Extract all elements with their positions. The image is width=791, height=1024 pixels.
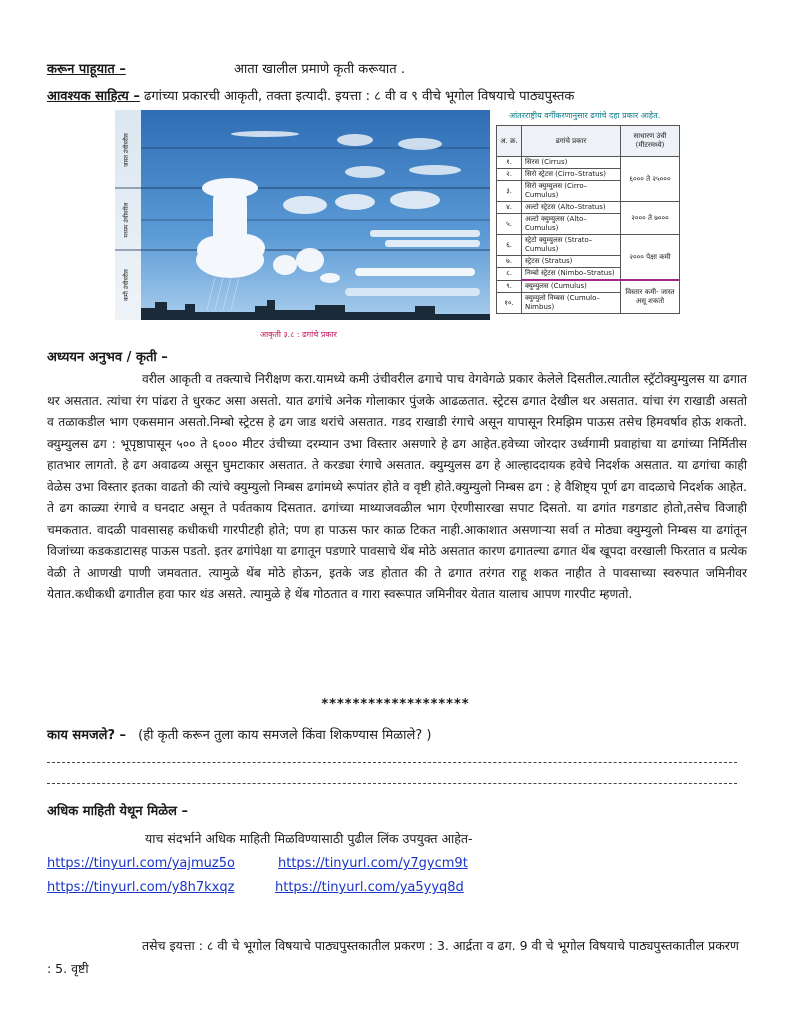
row-number: ९.	[497, 280, 522, 293]
materials-label: आवश्यक साहित्य –	[47, 89, 140, 104]
footer-reference: तसेच इयत्ता : ८ वी चे भूगोल विषयाचे पाठ्यपुस्तकातील प्रकरण : 3. आर्द्रता व ढग. 9 वी चे भूगोल विषयाचे पाठ्यपुस्तकातील प्रकरण : 5. वृष्टी	[47, 938, 739, 976]
row-type: अल्टो क्युम्युलस (Alto–Cumulus)	[522, 214, 621, 235]
more-info-intro: याच संदर्भाने अधिक माहिती मिळविण्यासाठी पुढील लिंक उपयुक्त आहेत-	[145, 831, 473, 846]
resource-link[interactable]: https://tinyurl.com/yajmuz5o	[47, 856, 235, 871]
table-row	[497, 157, 680, 169]
row-height: विस्तार कमी- जास्त असू शकतो	[621, 280, 680, 314]
cloud-types-figure	[115, 110, 490, 320]
row-type: स्ट्रेटो क्युम्युलस (Strato–Cumulus)	[522, 235, 621, 256]
experience-heading: अध्ययन अनुभव / कृती –	[47, 350, 168, 365]
star-divider: *******************	[321, 697, 470, 712]
cloud-types-table	[496, 125, 680, 314]
understood-label: काय समजले? –	[47, 728, 127, 743]
table-row	[497, 280, 680, 293]
row-type: सिरो क्युम्युलस (Cirro–Cumulus)	[522, 181, 621, 202]
row-number: १.	[497, 157, 522, 169]
row-height: २००० पेक्षा कमी	[621, 235, 680, 281]
row-number: ७.	[497, 256, 522, 268]
table-row	[497, 202, 680, 214]
row-type: सिरस (Cirrus)	[522, 157, 621, 169]
table-heading: आंतरराष्ट्रीय वर्गीकरणानुसार ढगांचे दहा प्रकार आहेत.	[509, 111, 661, 120]
table-header-number: अ. क्र.	[497, 126, 522, 157]
row-type: अल्टो स्ट्रेटस (Alto–Stratus)	[522, 202, 621, 214]
row-type: स्ट्रेटस (Stratus)	[522, 256, 621, 268]
row-number: ३.	[497, 181, 522, 202]
resource-link[interactable]: https://tinyurl.com/ya5yyq8d	[275, 880, 464, 895]
row-number: ६.	[497, 235, 522, 256]
do-it-label: करून पाहूयात –	[47, 62, 126, 77]
row-type: निम्बो स्ट्रेटस (Nimbo–Stratus)	[522, 268, 621, 281]
table-header-height: साधारण उंची (मीटरमध्ये)	[621, 126, 680, 157]
experience-paragraph: वरील आकृती व तक्त्याचे निरीक्षण करा.यामध्ये कमी उंचीवरील ढगाचे पाच वेगवेगळे प्रकार केलेले दिसतील.त्यातील स्ट्रॅटोक्युम्युलस या ढगात थर असतात. त्यांचा रंग पांढरा ते धुरकट असा असतो. यात ढगांचे अनेक गोलाकार पुंजके आढळतात. स्ट्रेटस ढगात देखील थर असतात. यांचा रंग राखाडी असतो व तळाकडील भाग एकसमान असतो.निम्बो स्ट्रेटस हे ढग जाड थरांचे असतात. गडद राखाडी रंगाचे असून यापासून रिमझिम पाऊस तसेच हिमवर्षाव होऊ शकतो. क्युम्युलस ढग : भूपृष्ठापासून ५०० ते ६००० मीटर उंचीच्या दरम्यान उभा विस्तार असणारे हे ढग आहेत.हवेच्या जोरदार उर्ध्वगामी प्रवाहांचा या ढगांच्या निर्मितीस हातभार लागतो. हे ढग अवाढव्य असून घुमटाकार असतात. ते करड्या रंगाचे असतात. क्युम्युलस ढग हे आल्हाददायक हवेचे निदर्शक असतात. या ढगांचा काही वेळेस उभा विस्तार इतका वाढतो की त्यांचे क्युम्युलो निम्बस ढगांमध्ये रूपांतर होते व वृष्टी होते.क्युम्युलो निम्बस ढग : हे वैशिष्ट्य पूर्ण ढग वादळाचे निदर्शक आहेत. ते ढग काळ्या रंगाचे व घनदाट असून ते पर्वतकाय दिसतात. ढगांच्या माथ्याजवळील भाग ऐरणीसारखा सपाट दिसतो. या ढगांत गडगडाट होतो,तसेच विजाही चमकतात. वादळी पावसासह कधीकधी गारपीटही होते; पण हा पाऊस फार काळ टिकत नाही.आकाशात असणाऱ्या सर्वा त मोठ्या क्युम्युलो निम्बस या ढगांतून विजांच्या कडकडाटासह पाऊस पडतो. इतर ढगांपेक्षा या ढगातून पडणारे पावसाचे थेंब मोठे असतात कारण ढगातल्या ढगात थेंब खूपदा वरखाली फिरतात व प्रत्येक वेळी ते आणखी पाणी जमवतात. त्यामुळे थेंब मोठे होऊन, इतके जड होतात की ते ढगात तरंगत राहू शकत नाहीत ते पावसाच्या स्वरुपात जमिनीवर येतात.कधीकधी ढगातील हवा फार थंड असते. त्यामुळे हे थेंब गोठतात व गारा स्वरूपात जमिनीवर येतात यालाच आपण गारपीट म्हणतो.	[47, 372, 747, 601]
understood-question: (ही कृती करून तुला काय समजले किंवा शिकण्यास मिळाले? )	[138, 728, 432, 743]
row-type: सिरो स्ट्रेटस (Cirro–Stratus)	[522, 169, 621, 181]
label-low-altitude: कमी उंचीवरील	[123, 269, 130, 301]
do-it-text: आता खालील प्रमाणे कृती करूयात .	[234, 62, 405, 77]
understood-line	[47, 727, 431, 745]
materials-text: ढगांच्या प्रकारची आकृती, तक्ता इत्यादी. इयत्ता : ८ वी व ९ वीचे भूगोल विषयाचे पाठ्यपुस्तक	[144, 89, 575, 104]
row-number: २.	[497, 169, 522, 181]
cloud-figure-svg	[115, 110, 490, 320]
figure-caption: आकृती ३.८ : ढगांचे प्रकार	[260, 330, 337, 339]
row-number: ५.	[497, 214, 522, 235]
table-row	[497, 235, 680, 256]
row-type: क्युम्युलस (Cumulus)	[522, 280, 621, 293]
row-height: २००० ते ७०००	[621, 202, 680, 235]
resource-link[interactable]: https://tinyurl.com/y7gycm9t	[278, 856, 468, 871]
do-it-line	[47, 61, 405, 79]
materials-line	[47, 88, 574, 106]
row-height: ६००० ते २५०००	[621, 157, 680, 202]
label-mid-altitude: मध्यम उंचीवरील	[123, 202, 130, 238]
table-header-type: ढगांचे प्रकार	[522, 126, 621, 157]
row-number: ४.	[497, 202, 522, 214]
row-number: १०.	[497, 293, 522, 314]
row-number: ८.	[497, 268, 522, 281]
resource-link[interactable]: https://tinyurl.com/y8h7kxqz	[47, 880, 235, 895]
answer-line[interactable]	[47, 783, 737, 784]
label-high-altitude: जास्त उंचीवरील	[123, 133, 130, 167]
answer-line[interactable]	[47, 762, 737, 763]
row-type: क्युम्युलो निम्बस (Cumulo–Nimbus)	[522, 293, 621, 314]
more-info-label: अधिक माहिती येथून मिळेल –	[47, 804, 188, 819]
